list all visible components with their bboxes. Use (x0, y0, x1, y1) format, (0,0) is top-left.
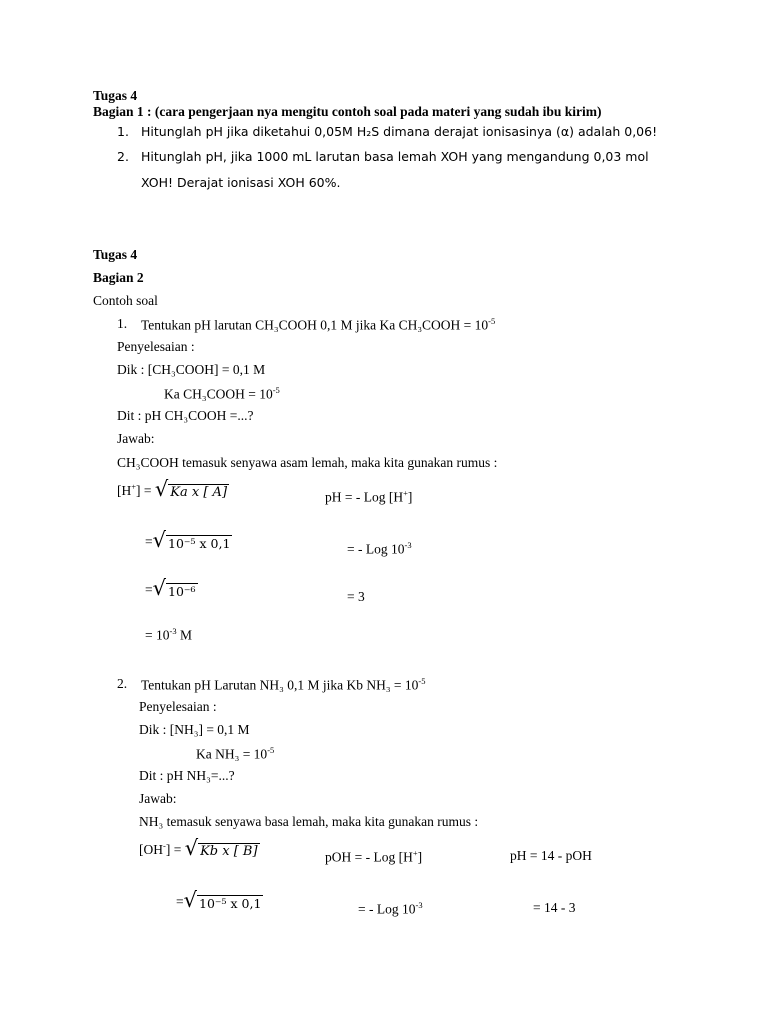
ex1-ditanya: Dit : pH CH₃COOH =...? (117, 408, 254, 423)
ex2-poh-step-1: = - Log $10^{-3}$ (358, 900, 423, 917)
ex2-penyelesaian: Penyelesaian : (139, 699, 217, 714)
ex1-formula-step-2: = √ 10⁻⁶ (145, 576, 196, 600)
q2-line-2: XOH! Derajat ionisasi XOH 60%. (141, 175, 341, 190)
ex2-diketahui-1: Dik : [NH₃] = 0,1 M (139, 722, 250, 737)
ex2-intro: NH₃ temasuk senyawa basa lemah, maka kita gunakan rumus : (139, 814, 479, 829)
ex2-formula-step-1: = √ 10⁻⁵ x 0,1 (176, 888, 262, 912)
ex1-diketahui-1: Dik : [CH₃COOH] = 0,1 M (117, 362, 266, 377)
part1-heading: Tugas 4 (93, 88, 138, 103)
ex1-penyelesaian: Penyelesaian : (117, 339, 195, 354)
ex1-sqrt-values: √ 10⁻⁵ x 0,1 (152, 528, 231, 552)
ex2-poh-formula: pOH = - Log [H+] (325, 848, 423, 865)
q2-line-1: Hitunglah pH, jika 1000 mL larutan basa lemah XOH yang mengandung 0,03 mol (141, 149, 649, 164)
part1-subheading: Bagian 1 : (cara pengerjaan nya mengitu contoh soal pada materi yang sudah ibu kirim) (93, 104, 602, 119)
contoh-soal-label: Contoh soal (93, 293, 158, 308)
ex2-number: 2. (117, 676, 128, 691)
q2-number: 2. (117, 149, 129, 164)
ex1-ph-formula: pH = - Log [H+] (325, 488, 413, 505)
ex1-sqrt-product: √ 10⁻⁶ (152, 576, 196, 600)
ex2-lhs: [OH-] = (139, 840, 182, 858)
ex1-diketahui-2: Ka CH₃COOH = $10^{-5}$ (164, 385, 280, 402)
part2-heading: Tugas 4 (93, 247, 138, 262)
ex1-formula-step-1: = √ 10⁻⁵ x 0,1 (145, 528, 231, 552)
ex1-ph-result: = 3 (347, 589, 365, 604)
ex2-jawab: Jawab: (139, 791, 177, 806)
ex2-ph-step-1: = 14 - 3 (533, 900, 576, 915)
ex2-formula-main (139, 838, 260, 859)
ex1-ph-step-1: = - Log $10^{-3}$ (347, 540, 412, 557)
ex1-number: 1. (117, 316, 128, 331)
ex2-ph-formula: pH = 14 - pOH (510, 848, 592, 863)
ex2-diketahui-2: Ka $NH_3 = 10^{-5}$ (196, 745, 275, 762)
ex2-sqrt-kb: √ Kb x [ B] (184, 836, 258, 860)
ex2-title: Tentukan pH Larutan NH₃ 0,1 M jika Kb $NH_3 = 10^{-5}$ (141, 676, 426, 693)
ex2-sqrt-values: √ 10⁻⁵ x 0,1 (183, 888, 262, 912)
ex1-sqrt-ka: √ Ka x [ A] (154, 477, 228, 501)
ex1-jawab: Jawab: (117, 431, 155, 446)
ex1-lhs: [H+] = (117, 481, 152, 499)
part2-subheading: Bagian 2 (93, 270, 144, 285)
ex1-title: Tentukan pH larutan CH₃COOH 0,1 M jika Ka CH₃COOH = $10^{-5}$ (141, 316, 496, 333)
q1-text: Hitunglah pH jika diketahui 0,05M H₂S dimana derajat ionisasinya (α) adalah 0,06! (141, 124, 658, 139)
ex2-ditanya: Dit : pH NH₃=...? (139, 768, 235, 783)
ex1-concentration-result: = $10^{-3}$ M (145, 626, 192, 643)
q1-number: 1. (117, 124, 129, 139)
ex1-intro: CH₃COOH temasuk senyawa asam lemah, maka kita gunakan rumus : (117, 455, 498, 470)
ex1-formula-main (117, 479, 229, 500)
